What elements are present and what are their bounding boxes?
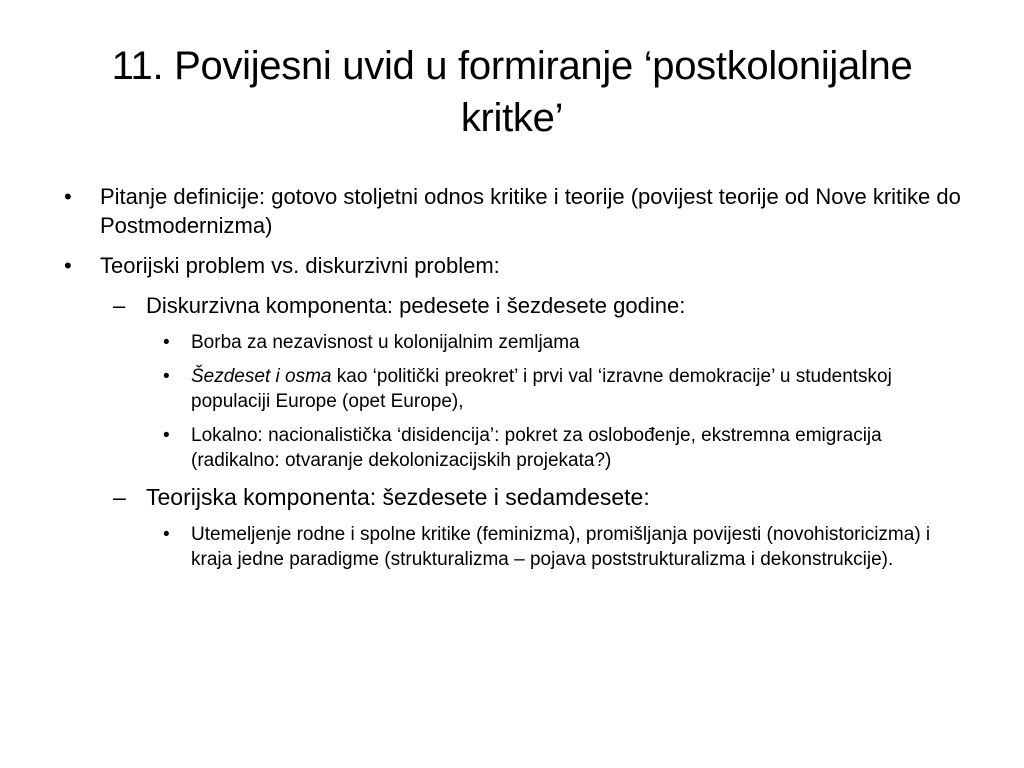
list-item — [0, 291, 1024, 320]
list-item — [0, 182, 1024, 240]
bullet-dot-icon: • — [163, 524, 170, 545]
list-item-text: Borba za nezavisnost u kolonijalnim zemljama — [191, 332, 580, 353]
list-item — [0, 522, 1024, 572]
list-item — [0, 364, 1024, 414]
list-item — [0, 251, 1024, 280]
list-item — [0, 423, 1024, 473]
bullet-list — [0, 182, 1024, 581]
list-item-text: kao ‘politički preokret’ i prvi val ‘izravne demokracije’ u studentskoj populaciji Europe (opet Europe), — [191, 366, 892, 412]
list-item — [0, 482, 1024, 512]
bullet-dot-icon: • — [163, 425, 170, 446]
bullet-dot-icon: • — [64, 184, 72, 209]
list-item-text: Pitanje definicije: gotovo stoljetni odnos kritike i teorije (povijest teorije od Nove kritike do Postmodernizma) — [100, 184, 961, 238]
list-item-text: Utemeljenje rodne i spolne kritike (feminizma), promišljanja povijesti (novohistoricizma) i kraja jedne paradigme (strukturalizma – pojava poststrukturalizma i dekonstrukcije). — [191, 524, 931, 570]
bullet-dot-icon: • — [163, 332, 170, 353]
list-item-text: Teorijski problem vs. diskurzivni problem: — [100, 253, 500, 278]
bullet-dot-icon: • — [163, 366, 170, 387]
bullet-dot-icon: • — [64, 253, 72, 278]
list-item-text: Lokalno: nacionalistička ‘disidencija’: pokret za oslobođenje, ekstremna emigracija (radikalno: otvaranje dekolonizacijskih projekata?) — [191, 425, 882, 471]
list-item-emphasis: Šezdeset i osma — [191, 366, 332, 387]
list-item-text: Diskurzivna komponenta: pedesete i šezdesete godine: — [146, 293, 686, 318]
list-item — [0, 330, 1024, 355]
bullet-dash-icon: – — [113, 293, 126, 318]
bullet-dash-icon: – — [113, 484, 126, 510]
slide-title: 11. Povijesni uvid u formiranje ‘postkolonijalne kritke’ — [111, 44, 913, 140]
list-item-text: Teorijska komponenta: šezdesete i sedamdesete: — [146, 484, 650, 510]
